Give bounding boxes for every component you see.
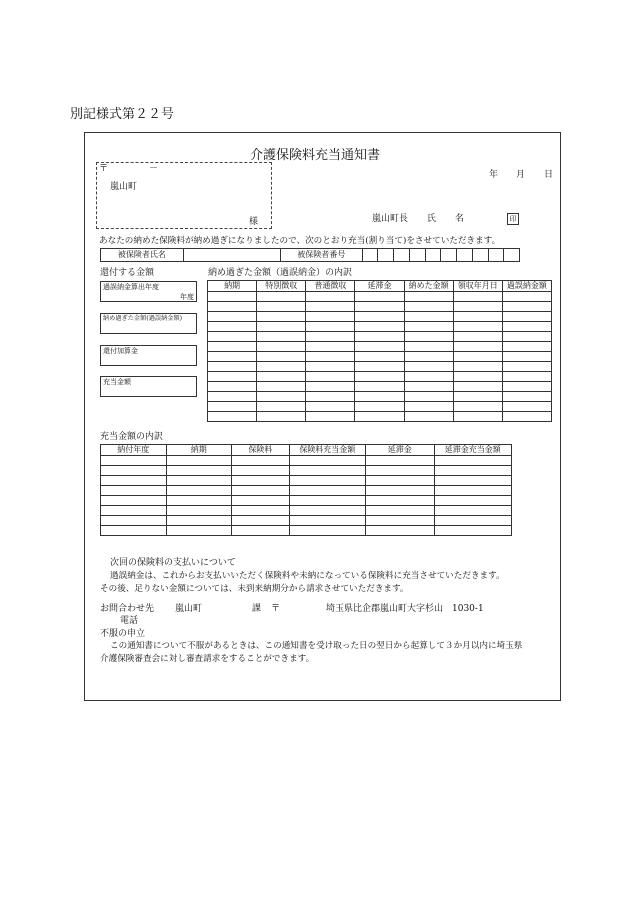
table-cell <box>257 332 306 342</box>
table-cell <box>404 362 453 372</box>
table-cell <box>289 516 365 526</box>
table-cell <box>232 486 290 496</box>
table-cell <box>289 526 365 536</box>
table-cell <box>404 412 453 422</box>
table-cell <box>434 526 511 536</box>
table-cell <box>453 292 502 302</box>
table-cell <box>404 342 453 352</box>
overpaid-row <box>208 312 552 322</box>
table-cell <box>453 332 502 342</box>
refund-heading: 還付する金額 <box>100 268 155 278</box>
table-cell <box>355 402 404 412</box>
allocation-col-header: 納付年度 <box>101 445 167 456</box>
table-cell <box>355 412 404 422</box>
table-cell <box>306 382 355 392</box>
table-cell <box>208 382 257 392</box>
refund-box-year-sub: 年度 <box>180 293 194 301</box>
table-cell <box>502 332 551 342</box>
overpaid-row <box>208 392 552 402</box>
table-cell <box>257 322 306 332</box>
table-cell <box>502 342 551 352</box>
table-cell <box>453 322 502 332</box>
table-cell <box>208 312 257 322</box>
table-cell <box>289 496 365 506</box>
table-cell <box>166 476 232 486</box>
allocation-col-header: 延滞金 <box>366 445 435 456</box>
insured-number-digit <box>362 249 378 262</box>
table-cell <box>306 292 355 302</box>
refund-box-addition-label: 還付加算金 <box>103 347 138 355</box>
allocation-col-header: 納期 <box>166 445 232 456</box>
postal-mark: 〒 <box>99 164 109 174</box>
table-cell <box>306 412 355 422</box>
table-cell <box>404 302 453 312</box>
table-cell <box>101 456 167 466</box>
contact-phone-label: 電話 <box>120 616 139 626</box>
issuer-mei: 名 <box>455 214 465 224</box>
table-cell <box>257 372 306 382</box>
issuer-title: 嵐山町長 <box>372 214 409 224</box>
table-cell <box>101 476 167 486</box>
table-cell <box>404 352 453 362</box>
table-cell <box>306 392 355 402</box>
overpaid-col-header: 延滞金 <box>355 281 404 292</box>
overpaid-row <box>208 342 552 352</box>
insured-number-digit <box>488 249 504 262</box>
table-cell <box>366 506 435 516</box>
insured-number-digit <box>504 249 520 262</box>
table-cell <box>502 352 551 362</box>
overpaid-row <box>208 292 552 302</box>
table-cell <box>355 342 404 352</box>
table-cell <box>366 456 435 466</box>
table-cell <box>232 456 290 466</box>
table-cell <box>434 486 511 496</box>
contact-label: お問合わせ先 <box>100 604 155 614</box>
table-cell <box>434 516 511 526</box>
insured-info-table <box>100 248 520 262</box>
table-cell <box>502 402 551 412</box>
table-cell <box>289 486 365 496</box>
table-cell <box>355 372 404 382</box>
table-cell <box>208 302 257 312</box>
contact-postal-mark: 〒 <box>271 604 281 614</box>
allocation-col-header: 延滞金充当金額 <box>434 445 511 456</box>
table-cell <box>208 292 257 302</box>
table-cell <box>453 412 502 422</box>
overpaid-col-header: 特別徴収 <box>257 281 306 292</box>
table-cell <box>166 466 232 476</box>
address-box <box>96 162 272 229</box>
table-cell <box>257 382 306 392</box>
refund-box-allocation-label: 充当金額 <box>103 378 131 386</box>
overpaid-heading: 納め過ぎた金額（過誤納金）の内訳 <box>208 268 353 278</box>
contact-ka: 課 <box>252 604 262 614</box>
table-cell <box>101 526 167 536</box>
table-cell <box>257 402 306 412</box>
issuer-shi: 氏 <box>427 214 437 224</box>
table-cell <box>404 312 453 322</box>
postal-dash: － <box>149 164 159 174</box>
allocation-col-header: 保険料 <box>232 445 290 456</box>
table-cell <box>306 352 355 362</box>
table-cell <box>289 506 365 516</box>
table-cell <box>306 332 355 342</box>
table-cell <box>453 342 502 352</box>
table-cell <box>453 382 502 392</box>
appeal-line1: この通知書について不服があるときは、この通知書を受け取った日の翌日から起算して３か月以内に埼玉県 <box>110 641 523 651</box>
date-day-label: 日 <box>544 170 554 180</box>
table-cell <box>355 302 404 312</box>
table-cell <box>208 322 257 332</box>
table-cell <box>366 496 435 506</box>
table-cell <box>101 486 167 496</box>
insured-number-digit <box>409 249 425 262</box>
table-cell <box>232 496 290 506</box>
table-cell <box>257 392 306 402</box>
appeal-line2: 介護保険審査会に対し審査請求をすることができます。 <box>100 654 315 664</box>
allocation-breakdown-table <box>100 444 512 536</box>
address-town: 嵐山町 <box>110 182 138 192</box>
table-cell <box>166 506 232 516</box>
insured-name-value <box>183 249 280 262</box>
table-cell <box>453 362 502 372</box>
table-cell <box>404 322 453 332</box>
table-cell <box>355 392 404 402</box>
table-cell <box>232 466 290 476</box>
table-cell <box>355 332 404 342</box>
table-cell <box>306 322 355 332</box>
table-cell <box>355 352 404 362</box>
overpaid-row <box>208 332 552 342</box>
allocation-row <box>101 476 512 486</box>
form-number-label: 別記様式第２２号 <box>70 107 175 122</box>
table-cell <box>355 322 404 332</box>
table-cell <box>208 372 257 382</box>
next-payment-heading: 次回の保険料の支払いについて <box>110 558 236 568</box>
table-cell <box>208 392 257 402</box>
table-cell <box>208 402 257 412</box>
table-cell <box>166 526 232 536</box>
table-cell <box>453 352 502 362</box>
refund-box-year-label: 過誤納金算出年度 <box>103 283 159 291</box>
table-cell <box>257 302 306 312</box>
insured-number-label: 被保険者番号 <box>280 249 362 262</box>
table-cell <box>306 372 355 382</box>
table-cell <box>502 392 551 402</box>
overpaid-row <box>208 362 552 372</box>
table-cell <box>434 496 511 506</box>
insured-number-digit <box>457 249 473 262</box>
insured-number-digit <box>378 249 394 262</box>
table-cell <box>366 466 435 476</box>
table-cell <box>101 496 167 506</box>
table-cell <box>366 516 435 526</box>
overpaid-row <box>208 322 552 332</box>
overpaid-row <box>208 382 552 392</box>
table-cell <box>257 362 306 372</box>
table-cell <box>257 342 306 352</box>
table-cell <box>404 402 453 412</box>
table-cell <box>166 486 232 496</box>
allocation-col-header: 保険料充当金額 <box>289 445 365 456</box>
overpaid-row <box>208 302 552 312</box>
table-cell <box>208 332 257 342</box>
allocation-row <box>101 506 512 516</box>
overpaid-col-header: 過誤納金額 <box>502 281 551 292</box>
table-cell <box>502 312 551 322</box>
table-cell <box>434 476 511 486</box>
address-sama: 様 <box>249 217 259 227</box>
insured-number-digit <box>425 249 441 262</box>
table-cell <box>355 362 404 372</box>
table-cell <box>453 372 502 382</box>
table-cell <box>502 322 551 332</box>
table-cell <box>366 486 435 496</box>
table-cell <box>502 372 551 382</box>
table-cell <box>101 516 167 526</box>
table-cell <box>404 332 453 342</box>
intro-text: あなたの納めた保険料が納め過ぎになりましたので、次のとおり充当(割り当て)をさせていただきます。 <box>99 236 501 246</box>
overpaid-col-header: 領収年月日 <box>453 281 502 292</box>
table-cell <box>166 456 232 466</box>
table-cell <box>502 302 551 312</box>
table-cell <box>208 352 257 362</box>
table-cell <box>355 292 404 302</box>
table-cell <box>404 292 453 302</box>
contact-address: 埼玉県比企郡嵐山町大字杉山 1030-1 <box>326 604 484 614</box>
next-payment-line2: その後、足りない金額については、未到来納期分から請求させていただきます。 <box>100 584 409 594</box>
contact-town: 嵐山町 <box>175 604 203 614</box>
table-cell <box>453 312 502 322</box>
allocation-row <box>101 526 512 536</box>
table-cell <box>257 412 306 422</box>
table-cell <box>232 516 290 526</box>
table-cell <box>289 466 365 476</box>
table-cell <box>366 476 435 486</box>
table-cell <box>502 412 551 422</box>
table-cell <box>232 476 290 486</box>
table-cell <box>355 312 404 322</box>
table-cell <box>289 476 365 486</box>
table-cell <box>208 342 257 352</box>
table-cell <box>257 352 306 362</box>
appeal-heading: 不服の申立 <box>100 629 146 639</box>
insured-number-digit <box>441 249 457 262</box>
insured-number-digit <box>472 249 488 262</box>
table-cell <box>166 516 232 526</box>
next-payment-line1: 過誤納金は、これからお支払いいただく保険料や未納になっている保険料に充当させていただきます。 <box>110 571 505 581</box>
table-cell <box>306 312 355 322</box>
allocation-heading: 充当金額の内訳 <box>100 432 164 442</box>
table-cell <box>257 312 306 322</box>
table-cell <box>208 412 257 422</box>
table-cell <box>404 392 453 402</box>
document-title: 介護保険料充当通知書 <box>249 148 380 163</box>
table-cell <box>306 342 355 352</box>
table-cell <box>453 302 502 312</box>
overpaid-row <box>208 412 552 422</box>
table-cell <box>502 362 551 372</box>
table-cell <box>306 362 355 372</box>
overpaid-row <box>208 352 552 362</box>
overpaid-col-header: 普通徴収 <box>306 281 355 292</box>
table-cell <box>404 372 453 382</box>
overpaid-row <box>208 372 552 382</box>
table-cell <box>208 362 257 372</box>
overpaid-col-header: 納期 <box>208 281 257 292</box>
date-month-label: 月 <box>516 170 526 180</box>
allocation-row <box>101 516 512 526</box>
table-cell <box>434 466 511 476</box>
table-cell <box>101 466 167 476</box>
seal-mark: 印 <box>507 213 519 225</box>
insured-name-label: 被保険者氏名 <box>101 249 184 262</box>
table-cell <box>101 506 167 516</box>
table-cell <box>434 506 511 516</box>
table-cell <box>166 496 232 506</box>
refund-box-overpaid-label: 納め過ぎた金額(過誤納金額) <box>103 315 183 322</box>
insured-number-digit <box>394 249 410 262</box>
allocation-row <box>101 456 512 466</box>
table-cell <box>306 402 355 412</box>
table-cell <box>404 382 453 392</box>
allocation-row <box>101 496 512 506</box>
table-cell <box>306 302 355 312</box>
date-year-label: 年 <box>489 170 499 180</box>
table-cell <box>453 392 502 402</box>
table-cell <box>502 292 551 302</box>
table-cell <box>232 506 290 516</box>
table-cell <box>366 526 435 536</box>
table-cell <box>289 456 365 466</box>
allocation-row <box>101 486 512 496</box>
table-cell <box>355 382 404 392</box>
overpaid-col-header: 納めた金額 <box>404 281 453 292</box>
table-cell <box>257 292 306 302</box>
table-cell <box>502 382 551 392</box>
table-cell <box>232 526 290 536</box>
table-cell <box>453 402 502 412</box>
table-cell <box>434 456 511 466</box>
overpaid-breakdown-table <box>207 280 552 422</box>
allocation-row <box>101 466 512 476</box>
overpaid-row <box>208 402 552 412</box>
